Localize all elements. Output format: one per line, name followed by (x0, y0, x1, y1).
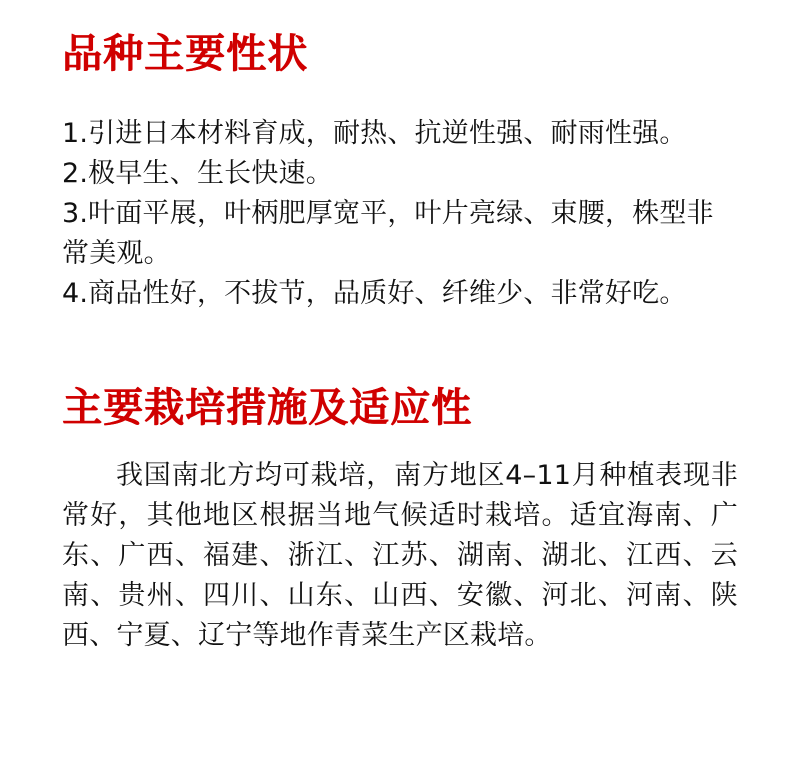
traits-list-item: 4.商品性好，不拔节，品质好、纤维少、非常好吃。 (62, 277, 687, 309)
section-heading-cultivation: 主要栽培措施及适应性 (62, 384, 472, 431)
traits-list-item: 3.叶面平展，叶柄肥厚宽平，叶片亮绿、束腰，株型非常美观。 (62, 197, 714, 269)
cultivation-paragraph: 我国南北方均可栽培，南方地区4–11月种植表现非常好，其他地区根据当地气候适时栽培。适宜海南、广东、广西、福建、浙江、江苏、湖南、湖北、江西、云南、贵州、四川、山东、山西、安徽、河北、河南、陕西、宁夏、辽宁等地作青菜生产区栽培。 (62, 459, 738, 651)
section-divider-space (62, 314, 738, 374)
traits-list-item: 2.极早生、生长快速。 (62, 157, 333, 189)
section-heading-traits: 品种主要性状 (62, 31, 308, 77)
cultivation-paragraph-block (62, 456, 738, 656)
traits-list-item: 1.引进日本材料育成，耐热、抗逆性强、耐雨性强。 (62, 118, 687, 149)
traits-list (62, 114, 738, 314)
